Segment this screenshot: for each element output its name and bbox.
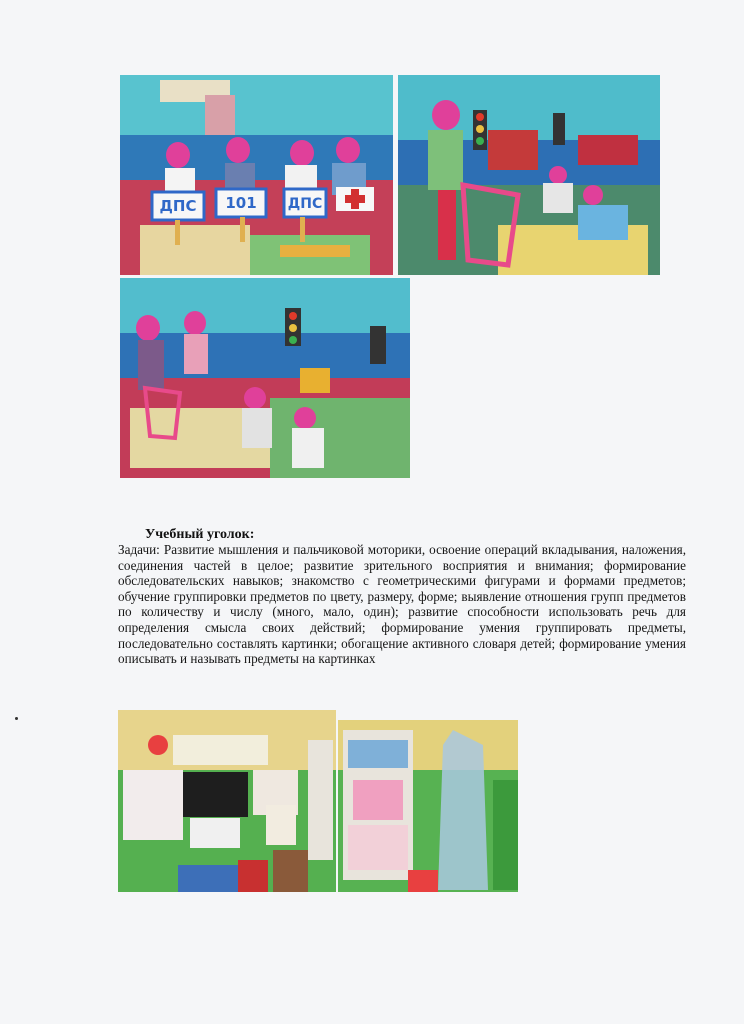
section-title: Учебный уголок: xyxy=(145,527,255,542)
photo-girl-with-pram xyxy=(398,75,660,275)
section-paragraph: Задачи: Развитие мышления и пальчиковой моторики, освоение операций вкладывания, наложения, соединения частей в целое; развитие зрительного восприятия и внимания; формирование обследовательских навыков; знакомство с геометрическими фигурами и формами предметов; обучение группировки предметов по цвету, размеру, форме; выявление отношения групп предметов по количеству и числу (много, мало, один); развитие способности использовать речь для определения смысла своих действий; формирование умения группировать предметы, последовательно составлять картинки; обогащение активного словаря детей; формирование умения описывать и называть предметы на картинках xyxy=(118,542,686,667)
sign-label: ДПС xyxy=(159,197,197,215)
sign-label: 101 xyxy=(225,194,257,212)
page-mark xyxy=(15,717,18,720)
photo-learning-corner-wall xyxy=(118,710,336,892)
photo-corner-cabinet xyxy=(338,720,518,892)
photo-children-with-traffic-signs xyxy=(120,75,393,275)
sign-label: ДПС xyxy=(287,196,323,212)
photo-kids-traffic-play xyxy=(120,278,410,478)
